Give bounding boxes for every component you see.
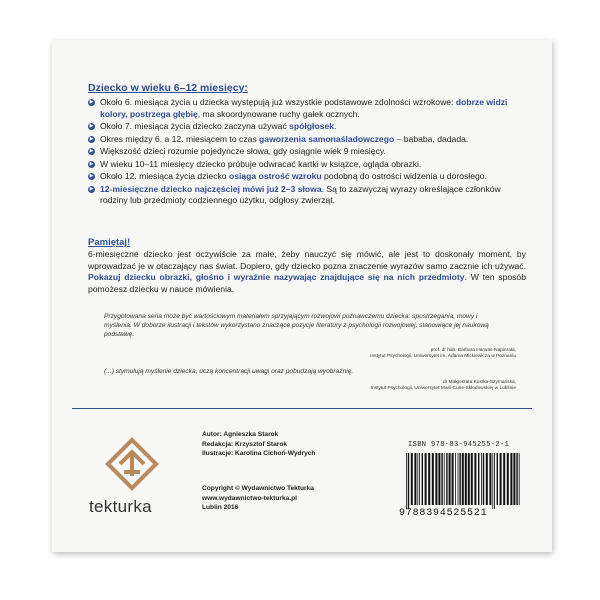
barcode-bar [468, 453, 470, 505]
publisher-url: www.wydawnictwo-tekturka.pl [202, 494, 298, 502]
barcode-bar [478, 453, 479, 505]
text-segment: . W ten sposób pomożesz dziecku w nauce mówienia. [88, 272, 526, 294]
credit-illustrations: Ilustracje: Karolina Cichoń-Wydrych [202, 450, 316, 457]
barcode-bar [503, 453, 505, 505]
list-item [88, 97, 526, 120]
barcode-bar [438, 453, 440, 505]
bullet-arrow-icon: ▶ [89, 123, 94, 129]
bullet-arrow-icon: ▶ [89, 185, 94, 192]
bullet-arrow-icon: ▶ [89, 135, 94, 142]
list-item [88, 134, 526, 146]
reminder-title: Pamiętaj! [88, 237, 131, 248]
milestone-list [88, 97, 526, 208]
text-segment: W wieku 10–11 miesięcy dziecko próbuje odwracać kartki w książce, ogląda obrazki. [100, 158, 422, 169]
highlighted-text: 12-miesięczne dziecko najczęściej mówi już 2–3 słowa [100, 183, 322, 194]
bullet-arrow-icon: ▶ [89, 160, 94, 167]
place-year: Lublin 2016 [202, 504, 239, 511]
barcode-bar [428, 453, 430, 505]
barcode-bar [432, 453, 434, 505]
barcode-bar [492, 453, 493, 509]
bullet-arrow-icon: ▶ [89, 99, 94, 105]
review-quote-1: Przygotowana seria może być wartościowym materiałem sprzyjającym rozwojowi poznawczemu dziecka: spostrzegania, mowy i myślenia. W doborze ilustracji i tekstów wykorzystano znaczące pozycje literatury z psychologii rozwojowej, stanowiące jej naukową podstawę. [104, 313, 489, 338]
copyright: Copyright © Wydawnictwo Tekturka [202, 485, 314, 492]
list-item [88, 121, 526, 133]
credits [202, 430, 315, 459]
text-segment: podobną do ostrości widzenia u dorosłego. [321, 171, 487, 181]
barcode-bar [483, 453, 484, 505]
text-segment: , ma skoordynowane ruchy gałek ocznych. [197, 108, 360, 119]
credit-author: Autor: Agnieszka Starok [202, 431, 279, 438]
barcode-bar [417, 453, 418, 505]
barcode [404, 453, 522, 509]
brand-name: tekturka [89, 497, 152, 516]
book-back-cover [52, 40, 552, 552]
section-heading: Dziecko w wieku 6–12 miesięcy: [88, 82, 248, 94]
barcode-bar [474, 453, 476, 505]
highlighted-text: spółgłosek [289, 121, 335, 131]
barcode-bar [455, 453, 456, 505]
text-segment: Około 6. miesiąca życia u dziecka występują już wszystkie podstawowe zdolności wzrokowe: [100, 97, 456, 107]
highlighted-text: gaworzenia samonaśladowczego [259, 133, 395, 144]
publisher-info [202, 484, 314, 513]
barcode-bar [414, 453, 416, 505]
barcode-bar [452, 453, 454, 505]
barcode-bar [459, 453, 460, 505]
review-author-2: dr Małgorzata Kostka-Szymańska, Instytut Psychologii, Uniwersytet Marii Curie-Skłodowskiej w Lublinie [370, 380, 516, 391]
text-segment: – bababa, dadada. [394, 133, 469, 144]
reminder-paragraph [88, 249, 526, 295]
credit-editor: Redakcja: Krzysztof Starok [202, 440, 288, 448]
barcode-bar [497, 453, 498, 505]
barcode-bar [481, 453, 482, 505]
barcode-bar [449, 453, 451, 505]
barcode-bar [489, 453, 491, 505]
barcode-bar [419, 453, 420, 505]
barcode-bar [465, 453, 467, 505]
divider-line [72, 408, 532, 409]
barcode-bar [446, 453, 447, 505]
barcode-bar [471, 453, 473, 505]
barcode-bar [510, 453, 512, 505]
barcode-bar [406, 453, 407, 509]
review-author-1: prof. dr hab. Barbara Harwas-Napierała, Instytut Psychologii, Uniwersytet im. Adama Mickiewicza w Poznaniu [370, 348, 516, 359]
isbn-text: ISBN 978-83-945255-2-1 [408, 441, 510, 449]
highlighted-text: osiąga ostrość wzroku [228, 171, 322, 181]
barcode-bar [435, 453, 437, 505]
text-segment: Okres między 6. a 12. miesiącem to czas [100, 133, 260, 144]
barcode-bar [444, 453, 445, 505]
barcode-bar [486, 453, 488, 505]
text-segment: . Są to zazwyczaj wyrazy określające członków rodziny lub przedmioty codziennego użytku, odgłosy zwierząt. [100, 183, 501, 205]
barcode-bar [462, 453, 464, 505]
barcode-bar [441, 453, 442, 505]
text-segment: . [334, 121, 337, 131]
bullet-arrow-icon: ▶ [89, 173, 94, 179]
text-segment: Większość dzieci rozumie pojedyncze słowa, gdy osiągnie wiek 9 miesięcy. [100, 146, 386, 156]
barcode-bar [408, 453, 409, 509]
list-item [88, 184, 526, 207]
highlighted-text: dobrze widzi kolory, postrzega głębię [100, 97, 508, 119]
list-item [88, 171, 526, 183]
text-segment: Około 12. miesiąca życia dziecko [100, 171, 229, 181]
barcode-bar [513, 453, 515, 505]
barcode-bar [519, 453, 520, 505]
highlighted-text: Pokazuj dziecku obrazki, głośno i wyraźnie nazywając znajdujące się na nich przedmioty [88, 272, 465, 282]
list-item [88, 159, 526, 171]
barcode-bar [425, 453, 427, 505]
barcode-bar [422, 453, 423, 505]
text-segment: Około 7. miesiąca życia dziecko zaczyna używać [100, 121, 290, 131]
barcode-bar [494, 453, 495, 509]
text-segment: 6-miesięczne dziecko jest oczywiście za małe, żeby nauczyć się mówić, ale jest to doskonały moment, by wprowadzać je w otaczający nas świat. Dopiero, gdy dziecko pozna znaczenie wyrazów samo zacznie ich używać. [88, 249, 526, 271]
barcode-number: 9788394525521 [399, 508, 488, 519]
barcode-bar [516, 453, 517, 505]
barcode-bar [458, 453, 459, 505]
tekturka-logo-icon [102, 436, 162, 492]
barcode-bar [411, 453, 413, 505]
barcode-bar [507, 453, 509, 505]
list-item [88, 146, 526, 158]
bullet-arrow-icon: ▶ [89, 148, 94, 154]
review-quote-2: (...) stymulują myślenie dziecka, uczą koncentracji uwagi oraz pobudzają wyobraźnię. [104, 368, 354, 375]
barcode-bar [500, 453, 502, 505]
